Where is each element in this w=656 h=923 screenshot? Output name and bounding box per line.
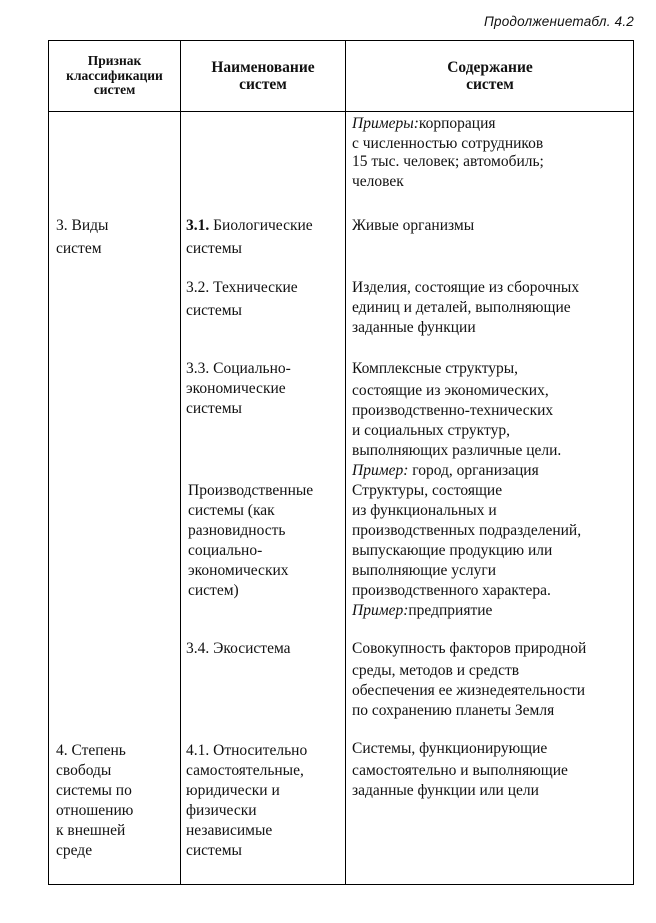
freedom-label: 4. Степень свободы системы по отношению к внешней среде [56,742,134,859]
header-system-name: Наименование систем [211,58,315,93]
header-classification-feature: Признак классификации систем [66,52,163,98]
header-system-content: Содержание систем [447,58,533,93]
header-divider [49,111,633,112]
tech-systems-content: Изделия, состоящие из сборочных единиц и деталей, выполняющие заданные функции [352,279,580,336]
production-systems-name: Производственные системы (как разновидность социально- экономических систем) [188,482,314,599]
column-divider [345,41,346,884]
tech-systems-name: 3.2. Технические системы [186,279,298,319]
socio-systems-content: Комплексные структуры, состоящие из экономических, производственно-технических и социальных структур, выполняющих различные цели. Пример: город, организация [352,360,562,479]
column-divider [180,41,181,884]
eco-system-name: 3.4. Экосистема [186,640,291,657]
kinds-label: 3. Виды систем [56,217,109,257]
bio-systems-content: Живые организмы [352,217,475,234]
table-caption: Продолжениетабл. 4.2 [484,14,634,29]
production-systems-content: Структуры, состоящие из функциональных и производственных подразделений, выпускающие продукцию или выполняющие услуги производственного характера. Пример:предприятие [352,482,582,619]
independent-systems-content: Системы, функционирующие самостоятельно и выполняющие заданные функции или цели [352,740,568,799]
bio-systems-name: 3.1. Биологические системы [186,217,313,257]
independent-systems-name: 4.1. Относительно самостоятельные, юридически и физически независимые системы [186,742,308,859]
examples-content: Примеры:корпорация с численностью сотрудников 15 тыс. человек; автомобиль; человек [352,115,544,190]
socio-systems-name: 3.3. Социально- экономические системы [186,360,291,417]
classification-table [48,40,634,885]
eco-system-content: Совокупность факторов природной среды, методов и средств обеспечения ее жизнедеятельности по сохранению планеты Земля [352,640,587,719]
